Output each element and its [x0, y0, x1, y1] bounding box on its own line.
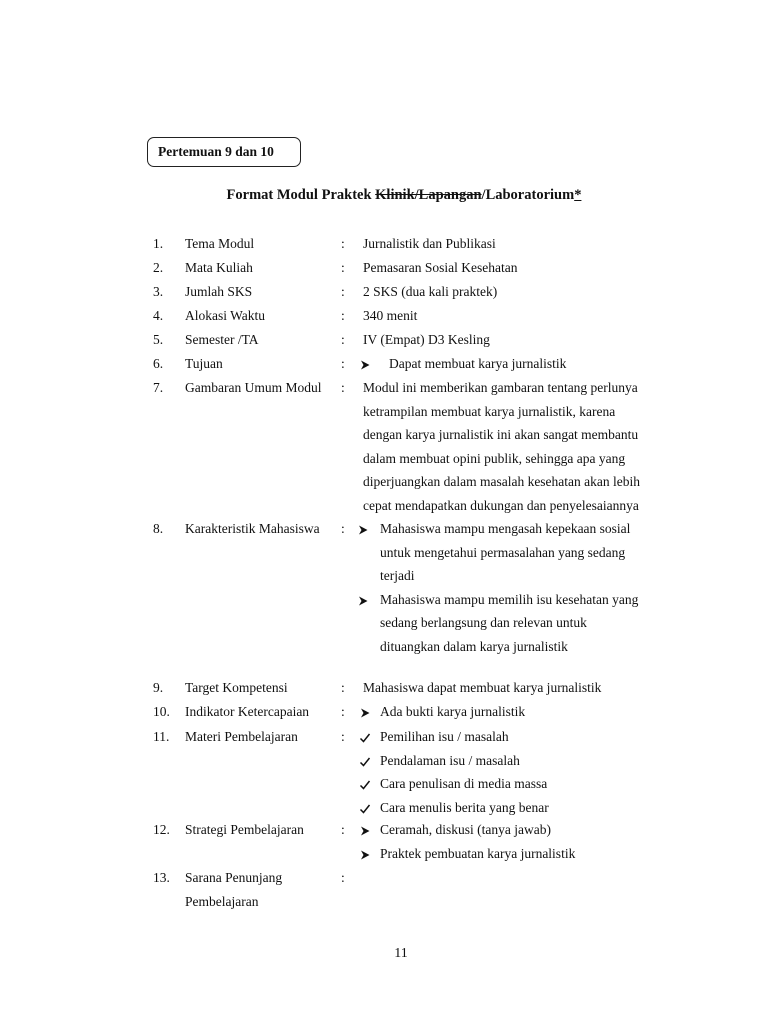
item-label: Jumlah SKS: [185, 284, 253, 299]
bullet-text: Cara menulis berita yang benar: [380, 799, 549, 815]
item-number: 7.: [153, 380, 164, 395]
item-label: Tujuan: [185, 356, 223, 371]
item-label: Indikator Ketercapaian: [185, 704, 310, 719]
title-footnote-mark: *: [574, 187, 582, 203]
item-label: Target Kompetensi: [185, 680, 288, 695]
item-colon: :: [341, 521, 345, 536]
bullet-text: Pendalaman isu / masalah: [380, 752, 520, 768]
item-colon: :: [341, 704, 345, 719]
item-label: Materi Pembelajaran: [185, 729, 298, 744]
item-colon: :: [341, 332, 345, 347]
item-label: Strategi Pembelajaran: [185, 822, 304, 837]
item-value: Jurnalistik dan Publikasi: [363, 236, 496, 251]
item-label: Semester /TA: [185, 332, 259, 347]
item-value: IV (Empat) D3 Kesling: [363, 332, 490, 347]
item-value: Mahasiswa dapat membuat karya jurnalistik: [363, 680, 602, 695]
item-number: 5.: [153, 332, 164, 347]
item-number: 13.: [153, 870, 170, 885]
item-label: Sarana Penunjang: [185, 870, 283, 885]
item-colon: :: [341, 729, 345, 744]
item-number: 12.: [153, 822, 170, 837]
item-value-line: Modul ini memberikan gambaran tentang perlunya: [363, 380, 638, 395]
item-label: Gambaran Umum Modul: [185, 380, 322, 395]
bullet-text: Mahasiswa mampu mengasah kepekaan sosial: [380, 521, 631, 536]
page-number: 11: [394, 946, 408, 961]
bullet-text: Ceramah, diskusi (tanya jawab): [380, 822, 551, 837]
title-suffix: /Laboratorium: [481, 187, 575, 203]
item-label: Pembelajaran: [185, 893, 259, 909]
meeting-label-box: [147, 137, 301, 167]
item-colon: :: [341, 680, 345, 695]
check-bullet-icon: [358, 755, 372, 773]
arrow-bullet-icon: [358, 358, 372, 376]
item-colon: :: [341, 380, 345, 395]
title-prefix: Format Modul Praktek: [226, 187, 376, 203]
bullet-text: Praktek pembuatan karya jurnalistik: [380, 845, 576, 861]
item-colon: :: [341, 870, 345, 885]
bullet-text: Cara penulisan di media massa: [380, 776, 548, 792]
arrow-bullet-icon: [358, 824, 372, 842]
item-value-line: cepat mendapatkan dukungan dan penyelesaiannya: [363, 498, 639, 513]
bullet-text: untuk mengetahui permasalahan yang sedang: [380, 544, 626, 560]
bullet-text: terjadi: [380, 568, 415, 584]
item-value-line: diperjuangkan dalam masalah kesehatan akan lebih: [363, 474, 641, 490]
item-label: Tema Modul: [185, 236, 255, 251]
item-number: 2.: [153, 260, 164, 275]
bullet-text: dituangkan dalam karya jurnalistik: [380, 639, 568, 654]
item-colon: :: [341, 260, 345, 275]
item-label: Karakteristik Mahasiswa: [185, 521, 320, 536]
item-label: Mata Kuliah: [185, 260, 253, 275]
meeting-label: Pertemuan 9 dan 10: [158, 144, 274, 159]
item-number: 9.: [153, 680, 164, 695]
item-colon: :: [341, 284, 345, 299]
item-value-line: dalam membuat opini publik, sehingga apa yang: [363, 450, 626, 466]
item-number: 3.: [153, 284, 164, 299]
page-title: [0, 187, 768, 204]
check-bullet-icon: [358, 731, 372, 749]
item-colon: :: [341, 356, 345, 371]
bullet-text: sedang berlangsung dan relevan untuk: [380, 615, 587, 631]
item-value: 340 menit: [363, 308, 418, 323]
item-number: 4.: [153, 308, 164, 323]
bullet-text: Mahasiswa mampu memilih isu kesehatan yang: [380, 591, 639, 607]
item-number: 10.: [153, 704, 170, 719]
item-value-line: dengan karya jurnalistik ini akan sangat membantu: [363, 427, 639, 443]
item-number: 6.: [153, 356, 164, 371]
item-number: 1.: [153, 236, 164, 251]
item-number: 8.: [153, 521, 164, 536]
item-colon: :: [341, 236, 345, 251]
item-value: 2 SKS (dua kali praktek): [363, 284, 498, 299]
bullet-text: Ada bukti karya jurnalistik: [380, 704, 526, 719]
arrow-bullet-icon: [358, 706, 372, 724]
bullet-text: Pemilihan isu / masalah: [380, 729, 509, 744]
item-colon: :: [341, 308, 345, 323]
arrow-bullet-icon: [358, 848, 372, 866]
item-label: Alokasi Waktu: [185, 308, 266, 323]
bullet-text: Dapat membuat karya jurnalistik: [389, 356, 567, 371]
arrow-bullet-icon: [356, 523, 370, 541]
item-value-line: ketrampilan membuat karya jurnalistik, karena: [363, 403, 616, 419]
item-colon: :: [341, 822, 345, 837]
title-struck-text: Klinik/Lapangan: [375, 187, 482, 203]
item-value: Pemasaran Sosial Kesehatan: [363, 260, 518, 275]
arrow-bullet-icon: [356, 594, 370, 612]
check-bullet-icon: [358, 778, 372, 796]
item-number: 11.: [153, 729, 170, 744]
check-bullet-icon: [358, 802, 372, 820]
